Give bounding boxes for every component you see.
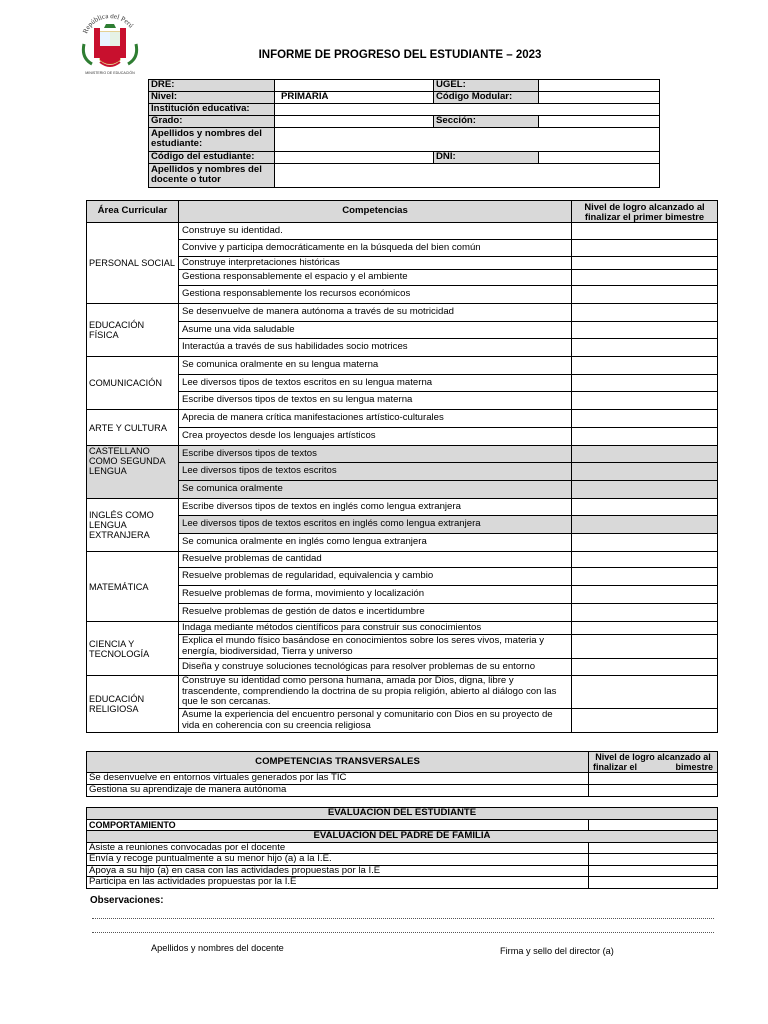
competency-row [87, 516, 718, 534]
competency-row [87, 568, 718, 586]
seccion-field[interactable] [539, 115, 660, 127]
observaciones-line-2[interactable] [92, 932, 714, 933]
competency-row [87, 240, 718, 257]
competencia-cell: Aprecia de manera crítica manifestaciones artístico-culturales [179, 410, 572, 428]
padre-row: Asiste a reuniones convocadas por el docente [87, 842, 589, 854]
student-info-table [148, 79, 660, 188]
nivel-logro-cell[interactable] [572, 552, 718, 568]
competency-row [87, 534, 718, 552]
nivel-logro-cell[interactable] [572, 428, 718, 446]
competencia-cell: Construye su identidad como persona humana, amada por Dios, digna, libre y trascendente, comprendiendo la doctrina de su propia religión, abierto al diálogo con las que le son cercanas. [179, 676, 572, 709]
docente-signature-label: Apellidos y nombres del docente [151, 943, 284, 953]
transversal-nivel-cell[interactable] [589, 773, 718, 785]
nivel-logro-cell[interactable] [572, 446, 718, 463]
transversal-row: Gestiona su aprendizaje de manera autónoma [87, 785, 589, 797]
competency-row [87, 428, 718, 446]
seccion-label: Sección: [434, 115, 539, 127]
apellidos-docente-label: Apellidos y nombres del docente o tutor [149, 163, 275, 187]
competencia-cell: Indaga mediante métodos científicos para construir sus conocimientos [179, 622, 572, 635]
nivel-logro-cell[interactable] [572, 375, 718, 392]
codigo-estudiante-label: Código del estudiante: [149, 151, 275, 163]
padre-field[interactable] [589, 877, 718, 889]
competencia-cell: Interactúa a través de sus habilidades socio motrices [179, 339, 572, 357]
codigo-estudiante-field[interactable] [275, 151, 434, 163]
svg-text:MINISTERIO DE EDUCACIÓN: MINISTERIO DE EDUCACIÓN [85, 71, 135, 75]
nivel-logro-cell[interactable] [572, 676, 718, 709]
evaluation-table [86, 807, 718, 889]
nivel-logro-cell[interactable] [572, 622, 718, 635]
competency-row [87, 286, 718, 304]
competencia-cell: Escribe diversos tipos de textos en su lengua materna [179, 392, 572, 410]
grado-field[interactable] [275, 115, 434, 127]
competency-row [87, 709, 718, 733]
competencia-cell: Asume la experiencia del encuentro personal y comunitario con Dios en su proyecto de vida en coherencia con su creencia religiosa [179, 709, 572, 733]
competency-row [87, 552, 718, 568]
competency-row [87, 257, 718, 270]
nivel-logro-cell[interactable] [572, 339, 718, 357]
nivel-value[interactable]: PRIMARIA [275, 92, 434, 104]
nivel-logro-cell[interactable] [572, 257, 718, 270]
competencies-body [87, 223, 718, 733]
nivel-logro-cell[interactable] [572, 286, 718, 304]
nivel-logro-cell[interactable] [572, 586, 718, 604]
competency-row [87, 676, 718, 709]
competency-row [87, 446, 718, 463]
transversal-nivel-line2a: finalizar el [593, 762, 638, 772]
area-curricular-cell: INGLÉS COMO LENGUA EXTRANJERA [87, 499, 179, 552]
dre-label: DRE: [149, 80, 275, 92]
institucion-field[interactable] [275, 103, 660, 115]
competencia-cell: Escribe diversos tipos de textos en inglés como lengua extranjera [179, 499, 572, 516]
nivel-logro-cell[interactable] [572, 659, 718, 676]
competencia-cell: Escribe diversos tipos de textos [179, 446, 572, 463]
transversal-nivel-line2b: bimestre [675, 762, 713, 772]
apellidos-docente-field[interactable] [275, 163, 660, 187]
padre-row: Envía y recoge puntualmente a su menor hijo (a) a la I.E. [87, 854, 589, 866]
apellidos-estudiante-label: Apellidos y nombres del estudiante: [149, 127, 275, 151]
transversal-nivel-line2 [591, 762, 715, 772]
competency-row [87, 635, 718, 659]
nivel-logro-cell[interactable] [572, 481, 718, 499]
competency-row [87, 499, 718, 516]
competencia-cell: Lee diversos tipos de textos escritos en su lengua materna [179, 375, 572, 392]
competency-row [87, 357, 718, 375]
competencia-cell: Lee diversos tipos de textos escritos [179, 463, 572, 481]
competency-row [87, 223, 718, 240]
nivel-logro-cell[interactable] [572, 410, 718, 428]
codigo-modular-field[interactable] [539, 92, 660, 104]
dni-label: DNI: [434, 151, 539, 163]
transversal-nivel-line1: Nivel de logro alcanzado al [595, 752, 711, 762]
observaciones-line-1[interactable] [92, 918, 714, 919]
competency-row [87, 463, 718, 481]
nivel-label: Nivel: [149, 92, 275, 104]
padre-field[interactable] [589, 842, 718, 854]
nivel-logro-cell[interactable] [572, 516, 718, 534]
padre-row: Apoya a su hijo (a) en casa con las actividades propuestas por la I.E [87, 865, 589, 877]
institucion-label: Institución educativa: [149, 103, 275, 115]
nivel-logro-cell[interactable] [572, 240, 718, 257]
competencia-cell: Crea proyectos desde los lenguajes artísticos [179, 428, 572, 446]
transversal-nivel-header [589, 752, 718, 773]
competency-row [87, 339, 718, 357]
ugel-label: UGEL: [434, 80, 539, 92]
area-curricular-cell: MATEMÁTICA [87, 552, 179, 622]
nivel-logro-cell[interactable] [572, 304, 718, 322]
transversal-table [86, 751, 718, 797]
nivel-logro-cell[interactable] [572, 604, 718, 622]
nivel-logro-cell[interactable] [572, 499, 718, 516]
competencia-cell: Se comunica oralmente en su lengua materna [179, 357, 572, 375]
dre-field[interactable] [275, 80, 434, 92]
competency-row [87, 392, 718, 410]
competencies-table [86, 200, 718, 733]
nivel-logro-cell[interactable] [572, 223, 718, 240]
nivel-logro-cell[interactable] [572, 270, 718, 286]
svg-text:República del Perú: República del Perú [81, 14, 135, 35]
competencia-cell: Diseña y construye soluciones tecnológicas para resolver problemas de su entorno [179, 659, 572, 676]
apellidos-estudiante-field[interactable] [275, 127, 660, 151]
comportamiento-label: COMPORTAMIENTO [87, 819, 589, 831]
area-curricular-cell: CIENCIA Y TECNOLOGÍA [87, 622, 179, 676]
competency-row [87, 375, 718, 392]
competencia-cell: Construye su identidad. [179, 223, 572, 240]
competency-row [87, 410, 718, 428]
area-curricular-cell: COMUNICACIÓN [87, 357, 179, 410]
nivel-logro-header: Nivel de logro alcanzado al finalizar el primer bimestre [572, 201, 718, 223]
area-curricular-cell: EDUCACIÓN RELIGIOSA [87, 676, 179, 733]
competency-row [87, 604, 718, 622]
competencia-cell: Resuelve problemas de forma, movimiento y localización [179, 586, 572, 604]
competencia-cell: Gestiona responsablemente el espacio y el ambiente [179, 270, 572, 286]
transversal-row: Se desenvuelve en entornos virtuales generados por las TIC [87, 773, 589, 785]
transversal-header: COMPETENCIAS TRANSVERSALES [87, 752, 589, 773]
evaluacion-estudiante-header: EVALUACION DEL ESTUDIANTE [87, 808, 718, 820]
competencia-cell: Convive y participa democráticamente en la búsqueda del bien común [179, 240, 572, 257]
competency-row [87, 659, 718, 676]
competencia-cell: Lee diversos tipos de textos escritos en inglés como lengua extranjera [179, 516, 572, 534]
nivel-logro-cell[interactable] [572, 534, 718, 552]
comportamiento-field[interactable] [589, 819, 718, 831]
competencia-cell: Explica el mundo físico basándose en conocimientos sobre los seres vivos, materia y energía, biodiversidad, Tierra y universo [179, 635, 572, 659]
nivel-logro-cell[interactable] [572, 709, 718, 733]
area-curricular-cell: PERSONAL SOCIAL [87, 223, 179, 304]
area-curricular-cell: EDUCACIÓN FÍSICA [87, 304, 179, 357]
competencia-cell: Se desenvuelve de manera autónoma a través de su motricidad [179, 304, 572, 322]
nivel-logro-cell[interactable] [572, 392, 718, 410]
area-curricular-header: Área Curricular [87, 201, 179, 223]
competency-row [87, 322, 718, 339]
competencia-cell: Resuelve problemas de regularidad, equivalencia y cambio [179, 568, 572, 586]
competencias-header: Competencias [179, 201, 572, 223]
coat-of-arms-logo [78, 14, 142, 76]
padre-field[interactable] [589, 854, 718, 866]
nivel-logro-cell[interactable] [572, 357, 718, 375]
nivel-logro-cell[interactable] [572, 463, 718, 481]
codigo-modular-label: Código Modular: [434, 92, 539, 104]
competency-row [87, 481, 718, 499]
dni-field[interactable] [539, 151, 660, 163]
transversal-nivel-cell[interactable] [589, 785, 718, 797]
document-title: INFORME DE PROGRESO DEL ESTUDIANTE – 2023 [258, 49, 542, 61]
competency-row [87, 270, 718, 286]
competencia-cell: Construye interpretaciones históricas [179, 257, 572, 270]
area-curricular-cell: ARTE Y CULTURA [87, 410, 179, 446]
competency-row [87, 622, 718, 635]
evaluacion-padre-header: EVALUACION DEL PADRE DE FAMILIA [87, 831, 718, 843]
nivel-logro-cell[interactable] [572, 568, 718, 586]
area-curricular-cell: CASTELLANO COMO SEGUNDA LENGUA [87, 446, 179, 499]
competency-row [87, 304, 718, 322]
nivel-logro-cell[interactable] [572, 635, 718, 659]
competencia-cell: Gestiona responsablemente los recursos económicos [179, 286, 572, 304]
padre-field[interactable] [589, 865, 718, 877]
grado-label: Grado: [149, 115, 275, 127]
competencia-cell: Asume una vida saludable [179, 322, 572, 339]
competencia-cell: Se comunica oralmente [179, 481, 572, 499]
padre-row: Participa en las actividades propuestas por la I.E [87, 877, 589, 889]
ugel-field[interactable] [539, 80, 660, 92]
observaciones-label: Observaciones: [90, 895, 164, 906]
director-signature-label: Firma y sello del director (a) [500, 946, 614, 956]
competencia-cell: Se comunica oralmente en inglés como lengua extranjera [179, 534, 572, 552]
nivel-logro-cell[interactable] [572, 322, 718, 339]
competencia-cell: Resuelve problemas de gestión de datos e incertidumbre [179, 604, 572, 622]
competency-row [87, 586, 718, 604]
competencia-cell: Resuelve problemas de cantidad [179, 552, 572, 568]
